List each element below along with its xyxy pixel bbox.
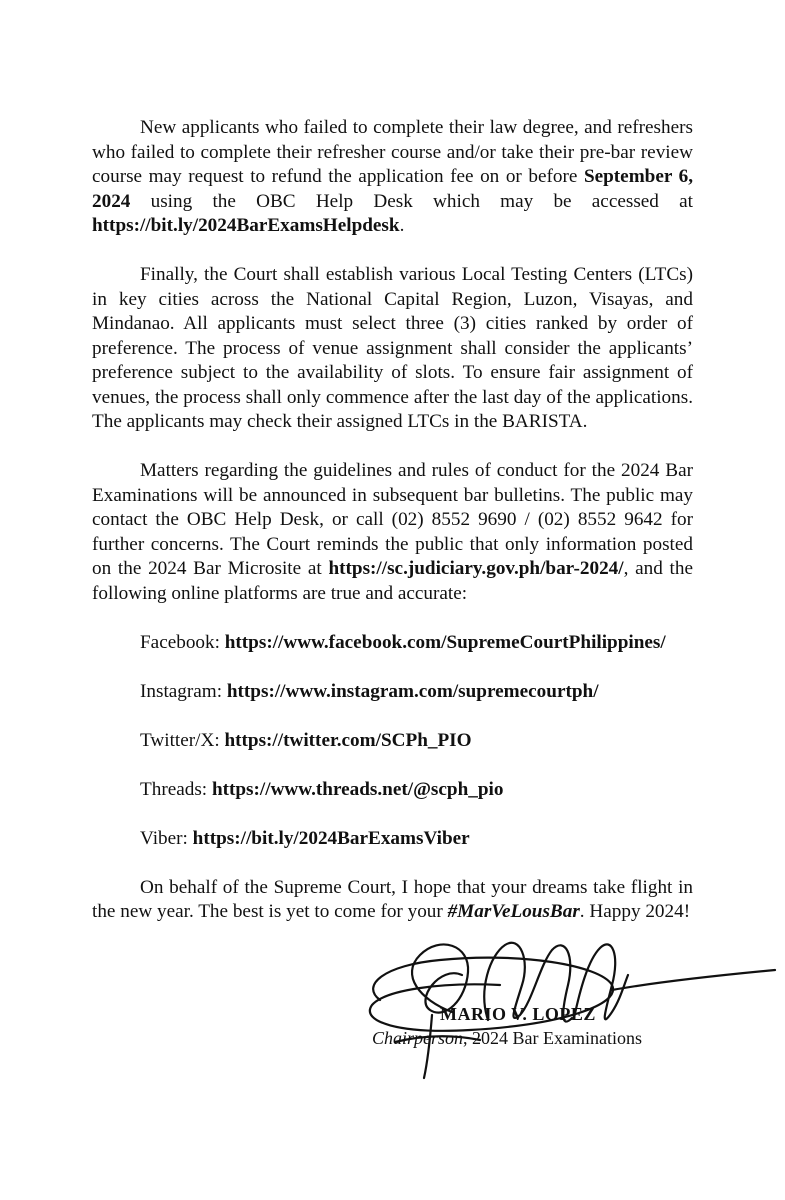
twitter-link[interactable]: https://twitter.com/SCPh_PIO xyxy=(224,729,472,751)
refund-middle-text: using the OBC Help Desk which may be accessed at xyxy=(130,190,693,212)
closing-paragraph xyxy=(92,876,693,925)
facebook-line xyxy=(92,631,693,656)
microsite-link[interactable]: https://sc.judiciary.gov.ph/bar-2024/ xyxy=(328,558,624,579)
closing-after-text: . Happy 2024! xyxy=(579,901,691,922)
guidelines-intro-text: Matters regarding the guidelines and rules of conduct for the 2024 Bar Examinations will be announced in subsequent bar bulletins. The public may contact the OBC Help Desk, or call (02) 8552 9690 / (02) 8552 9642 for further concerns. The Court reminds the public that only information posted on the 2024 Bar Microsite at xyxy=(92,460,693,579)
refund-paragraph xyxy=(92,116,693,239)
twitter-label: Twitter/X: xyxy=(140,729,225,751)
instagram-link[interactable]: https://www.instagram.com/supremecourtph/ xyxy=(226,680,599,702)
refund-deadline: September 6, 2024 xyxy=(92,166,693,212)
threads-link[interactable]: https://www.threads.net/@scph_pio xyxy=(211,778,504,800)
twitter-line xyxy=(92,729,693,754)
viber-label: Viber: xyxy=(140,827,193,849)
signatory-title xyxy=(372,1028,642,1049)
signatory-title-rest: , 2024 Bar Examinations xyxy=(463,1028,642,1048)
instagram-label: Instagram: xyxy=(140,680,227,702)
guidelines-end-text: , and the following online platforms are true and accurate: xyxy=(92,558,693,604)
closing-before-text: On behalf of the Supreme Court, I hope that your dreams take flight in the new year. The best is yet to come for your xyxy=(92,876,693,922)
refund-end-text: . xyxy=(399,215,405,236)
instagram-line xyxy=(92,680,693,705)
viber-line xyxy=(92,827,693,852)
guidelines-paragraph xyxy=(92,459,693,606)
ltc-paragraph: Finally, the Court shall establish various Local Testing Centers (LTCs) in key cities across the National Capital Region, Luzon, Visayas, and Mindanao. All applicants must select three (3) cities ranked by order of preference. The process of venue assignment shall consider the applicants’ preference subject to the availability of slots. To ensure fair assignment of venues, the process shall only commence after the last day of the applications. The applicants may check their assigned LTCs in the BARISTA. xyxy=(92,264,693,432)
threads-line xyxy=(92,778,693,803)
signatory-title-role: Chairperson xyxy=(372,1028,464,1048)
hashtag: #MarVeLousBar xyxy=(447,901,580,922)
helpdesk-link[interactable]: https://bit.ly/2024BarExamsHelpdesk xyxy=(92,215,400,236)
facebook-label: Facebook: xyxy=(140,631,225,653)
threads-label: Threads: xyxy=(140,778,212,800)
signatory-name: MARIO V. LOPEZ xyxy=(440,1004,596,1024)
facebook-link[interactable]: https://www.facebook.com/SupremeCourtPhilippines/ xyxy=(224,631,666,653)
document-body xyxy=(92,116,693,925)
viber-link[interactable]: https://bit.ly/2024BarExamsViber xyxy=(192,827,470,849)
refund-intro-text: New applicants who failed to complete their law degree, and refreshers who failed to complete their refresher course and/or take their pre-bar review course may request to refund the application fee on or before xyxy=(92,117,693,187)
